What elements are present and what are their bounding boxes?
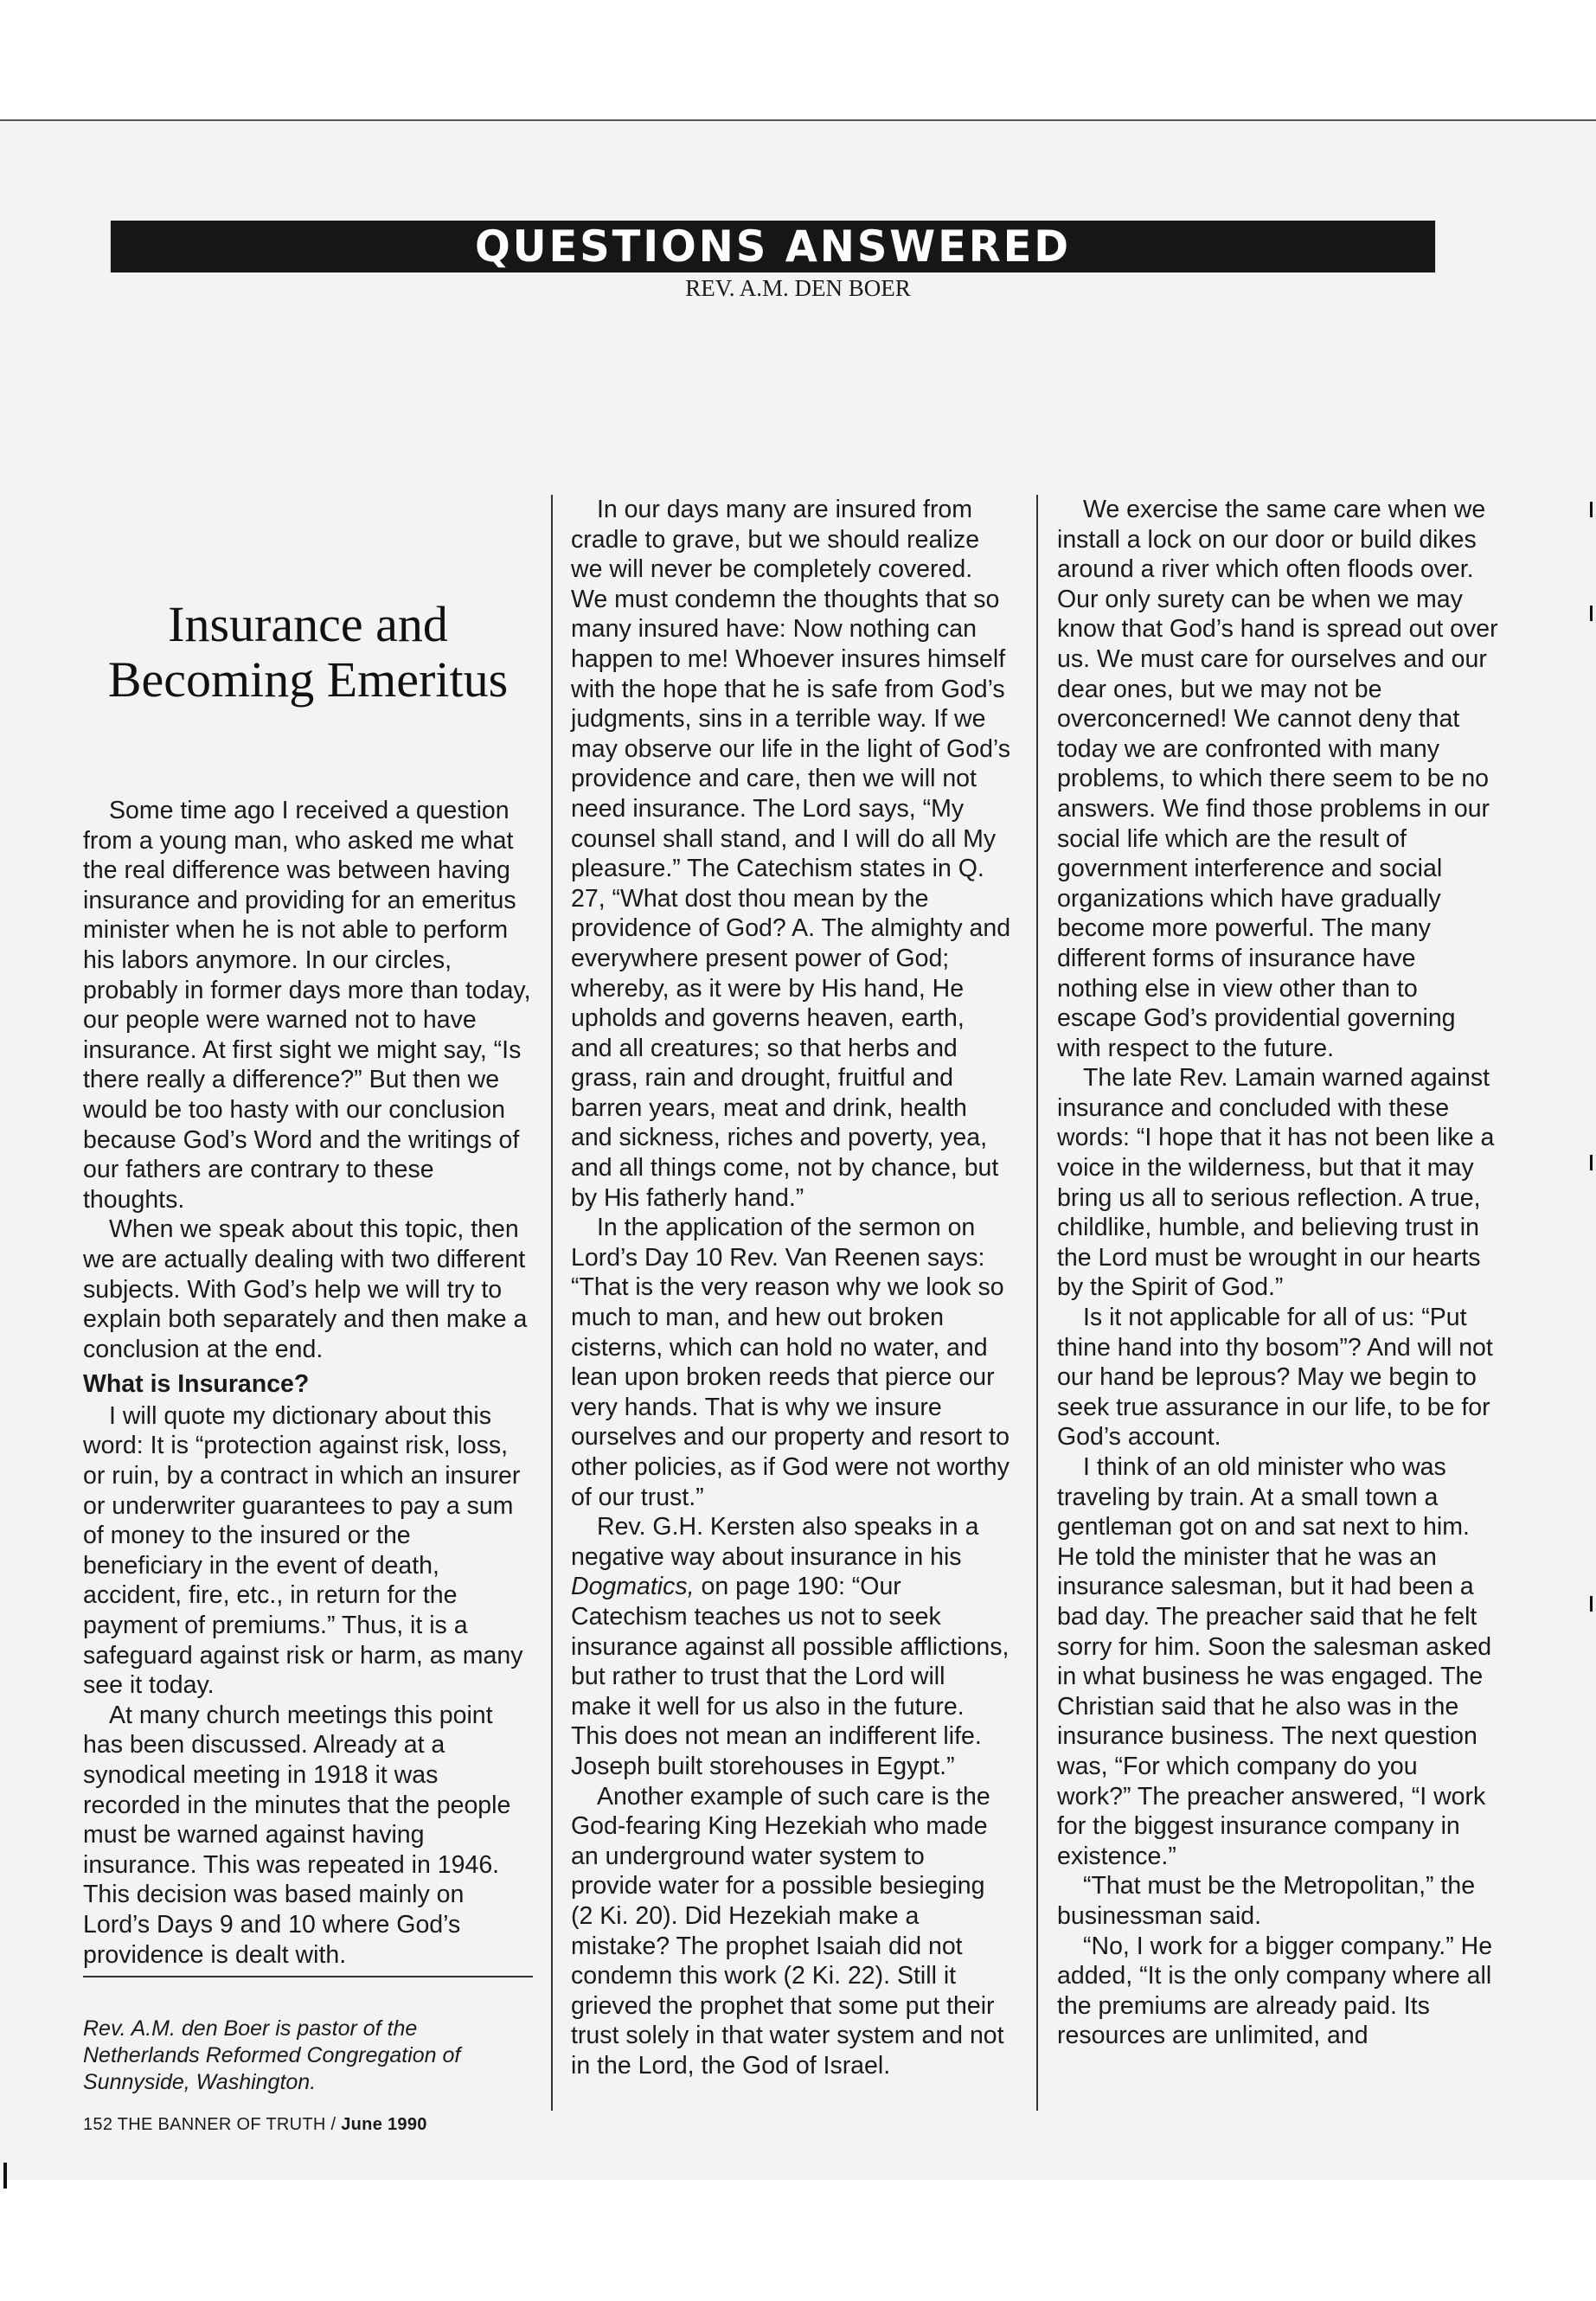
paragraph: Some time ago I received a question from a young man, who asked me what the real difference was between having insurance and providing for an emeritus minister when he is not able to perform his labors anymore. In our circles, probably in former days more than today, our people were warned not to have insurance. At first sight we might say, “Is there really a difference?” But then we would be too hasty with our conclusion because God’s Word and the writings of our fathers are contrary to these thoughts. — [83, 797, 531, 1214]
author-footnote: Rev. A.M. den Boer is pastor of the Netherlands Reformed Congregation of Sunnyside, Washington. — [83, 2016, 461, 2094]
page-footer — [83, 2115, 427, 2135]
title-line-1: Insurance and — [168, 596, 448, 652]
section-banner: QUESTIONS ANSWERED — [111, 221, 1435, 272]
paragraph: The late Rev. Lamain warned against insurance and concluded with these words: “I hope that it has not been like a voice in the wilderness, but that it may bring us all to serious reflection. A true, childlike, humble, and believing trust in the Lord must be wrought in our hearts by the Spirit of God.” — [1057, 1064, 1495, 1302]
paragraph: I think of an old minister who was traveling by train. At a small town a gentleman got on and sat next to him. He told the minister that he was an insurance salesman, but it had been a bad day. The preacher said that he felt sorry for him. Soon the salesman asked in what business he was engaged. The Christian said that he also was in the insurance business. The next question was, “For which company do you work?” The preacher answered, “I work for the biggest insurance company in existence.” — [1057, 1453, 1492, 1870]
paragraph: We exercise the same care when we install a lock on our door or build dikes around a river which often floods over. Our only surety can be when we may know that God’s hand is spread out over us. We must care for ourselves and our dear ones, but we may not be overconcerned! We cannot deny that today we are confronted with many problems, to which there seem to be no answers. We find those problems in our social life which are the result of government interference and social organizations which have gradually become more powerful. The many different forms of insurance have nothing else in view other than to escape God’s providential governing with respect to the future. — [1057, 496, 1498, 1062]
folio-journal: 152 THE BANNER OF TRUTH / — [83, 2115, 342, 2134]
column-3 — [1057, 495, 1498, 2051]
scan-edge-mark — [1590, 502, 1593, 517]
paragraph: When we speak about this topic, then we are actually dealing with two different subjects. With God’s help we will try to explain both separately and then make a conclusion at the end. — [83, 1215, 528, 1363]
paragraph: I will quote my dictionary about this word: It is “protection against risk, loss, or ruin, by a contract in which an insurer or underwriter guarantees to pay a sum of money to the insured or the beneficiary in the event of death, accident, fire, etc., in return for the payment of premiums.” Thus, it is a safeguard against risk or harm, as many see it today. — [83, 1401, 523, 1700]
scan-edge-mark — [3, 2163, 7, 2189]
footnote-rule — [83, 1976, 533, 1977]
paragraph: Is it not applicable for all of us: “Put thine hand into thy bosom”? And will not our hand be leprous? May we begin to seek true assurance in our life, to be for God’s account. — [1057, 1304, 1493, 1452]
top-rule — [0, 119, 1596, 121]
paragraph: “No, I work for a bigger company.” He added, “It is the only company where all the premiums are already paid. Its resources are unlimited, and — [1057, 1932, 1493, 2050]
subheading: What is Insurance? — [83, 1370, 310, 1399]
title-line-2: Becoming Emeritus — [107, 651, 509, 708]
column-divider — [1036, 495, 1038, 2111]
paragraph: “That must be the Metropolitan,” the businessman said. — [1057, 1872, 1476, 1930]
scan-edge-mark — [1590, 606, 1593, 621]
text-run: Rev. G.H. Kersten also speaks in a negative way about insurance in his — [571, 1513, 979, 1571]
column-2 — [571, 495, 1012, 2080]
paragraph: In the application of the sermon on Lord’s Day 10 Rev. Van Reenen says: “That is the very reason why we look so much to man, and hew out broken cisterns, which can hold no water, and lean upon broken reeds that pierce our very hands. That is why we insure ourselves and our property and resort to other policies, as if God were not worthy of our trust.” — [571, 1214, 1010, 1511]
text-run: on page 190: “Our Catechism teaches us not to seek insurance against all possible afflictions, but rather to trust that the Lord will make it well for us also in the future. This does not mean an indifferent life. Joseph built storehouses in Egypt.” — [571, 1573, 1010, 1780]
folio-issue: June 1990 — [341, 2115, 427, 2134]
scan-edge-mark — [1590, 1155, 1593, 1170]
paragraph — [571, 1512, 1012, 1781]
paragraph: Another example of such care is the God-fearing King Hezekiah who made an underground water system to provide water for a possible besieging (2 Ki. 20). Did Hezekiah make a mistake? The prophet Isaiah did not condemn this work (2 Ki. 22). Still it grieved the prophet that some put their trust solely in that water system and not in the Lord, the God of Israel. — [571, 1782, 1004, 2080]
column-1 — [83, 796, 533, 1970]
book-title: Dogmatics, — [571, 1573, 695, 1601]
column-divider — [551, 495, 553, 2111]
paragraph: In our days many are insured from cradle to grave, but we should realize we will never be completely covered. We must condemn the thoughts that so many insured have: Now nothing can happen to me! Whoever insures himself with the hope that he is safe from God’s judgments, sins in a terrible way. If we may observe our life in the light of God’s providence and care, then we will not need insurance. The Lord says, “My counsel shall stand, and I will do all My pleasure.” The Catechism states in Q. 27, “What dost thou mean by the providence of God? A. The almighty and everywhere present power of God; whereby, as it were by His hand, He upholds and governs heaven, earth, and all creatures; so that herbs and grass, rain and drought, fruitful and barren years, meat and drink, health and sickness, riches and poverty, yea, and all things come, not by chance, but by His fatherly hand.” — [571, 496, 1011, 1212]
article-title — [83, 597, 533, 708]
paragraph: At many church meetings this point has been discussed. Already at a synodical meeting in 1918 it was recorded in the minutes that the people must be warned against having insurance. This was repeated in 1946. This decision was based mainly on Lord’s Days 9 and 10 where God’s providence is dealt with. — [83, 1701, 511, 1969]
scan-edge-mark — [1590, 1596, 1593, 1612]
byline: REV. A.M. DEN BOER — [685, 275, 911, 301]
